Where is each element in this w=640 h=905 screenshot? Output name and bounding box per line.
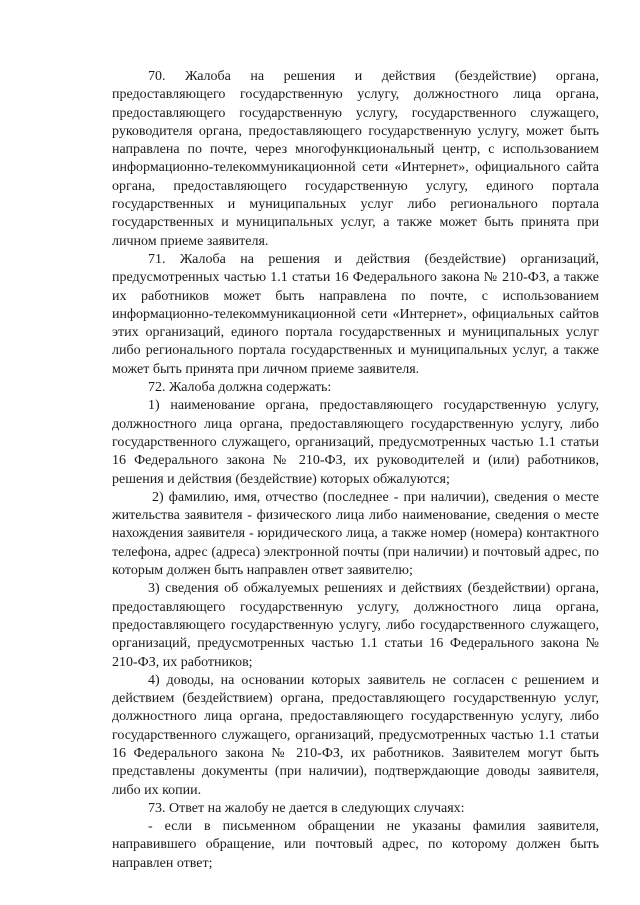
list-item-72-2: 2) фамилию, имя, отчество (последнее - при наличии), сведения о месте жительства заявителя - физического лица либо наименование, сведения о месте нахождения заявителя - юридического лица, а также номер (номера) контактного телефона, адрес (адреса) электронной почты (при наличии) и почтовый адрес, по которым должен быть направлен ответ заявителю;	[112, 489, 599, 579]
document-body	[112, 68, 599, 873]
list-item-72-1: 1) наименование органа, предоставляющего государственную услугу, должностного лица органа, предоставляющего государственную услугу, либо государственного служащего, организаций, предусмотренных частью 1.1 статьи 16 Федерального закона № 210-ФЗ, их руководителей и (или) работников, решения и действия (бездействие) которых обжалуются;	[112, 398, 599, 487]
paragraph-72: 72. Жалоба должна содержать:	[148, 380, 332, 396]
list-item-72-4: 4) доводы, на основании которых заявитель не согласен с решением и действием (бездействием) органа, предоставляющего государственную услуг, должностного лица органа, предоставляющего государственную услугу, либо государственного служащего, организаций, предусмотренных частью 1.1 статьи 16 Федерального закона № 210-ФЗ, их работников. Заявителем могут быть представлены документы (при наличии), подтверждающие доводы заявителя, либо их копии.	[112, 672, 599, 798]
paragraph-71: 71. Жалоба на решения и действия (бездействие) организаций, предусмотренных частью 1.1 статьи 16 Федерального закона № 210-ФЗ, а также их работников может быть направлена по почте, с использованием информационно-телекоммуникационной сети «Интернет», официальных сайтов этих организаций, единого портала государственных и муниципальных услуг либо регионального портала государственных и муниципальных услуг, а также может быть принята при личном приеме заявителя.	[112, 251, 599, 377]
paragraph-70: 70. Жалоба на решения и действия (бездействие) органа, предоставляющего государственную услугу, должностного лица органа, предоставляющего государственную услугу, государственного служащего, руководителя органа, предоставляющего государственную услугу, может быть направлена по почте, через многофункциональный центр, с использованием информационно-телекоммуникационной сети «Интернет», официального сайта органа, предоставляющего государственную услугу, единого портала государственных и муниципальных услуг либо регионального портала государственных и муниципальных услуг, а также может быть принята при личном приеме заявителя.	[112, 69, 599, 249]
list-item-73-1: - если в письменном обращении не указаны фамилия заявителя, направившего обращение, или почтовый адрес, по которому должен быть направлен ответ;	[112, 819, 599, 871]
paragraph-73: 73. Ответ на жалобу не дается в следующих случаях:	[148, 800, 465, 816]
list-item-72-3: 3) сведения об обжалуемых решениях и действиях (бездействии) органа, предоставляющего государственную услугу, должностного лица органа, предоставляющего государственную услугу, либо государственного служащего, организаций, предусмотренных частью 1.1 статьи 16 Федерального закона № 210-ФЗ, их работников;	[112, 581, 599, 670]
